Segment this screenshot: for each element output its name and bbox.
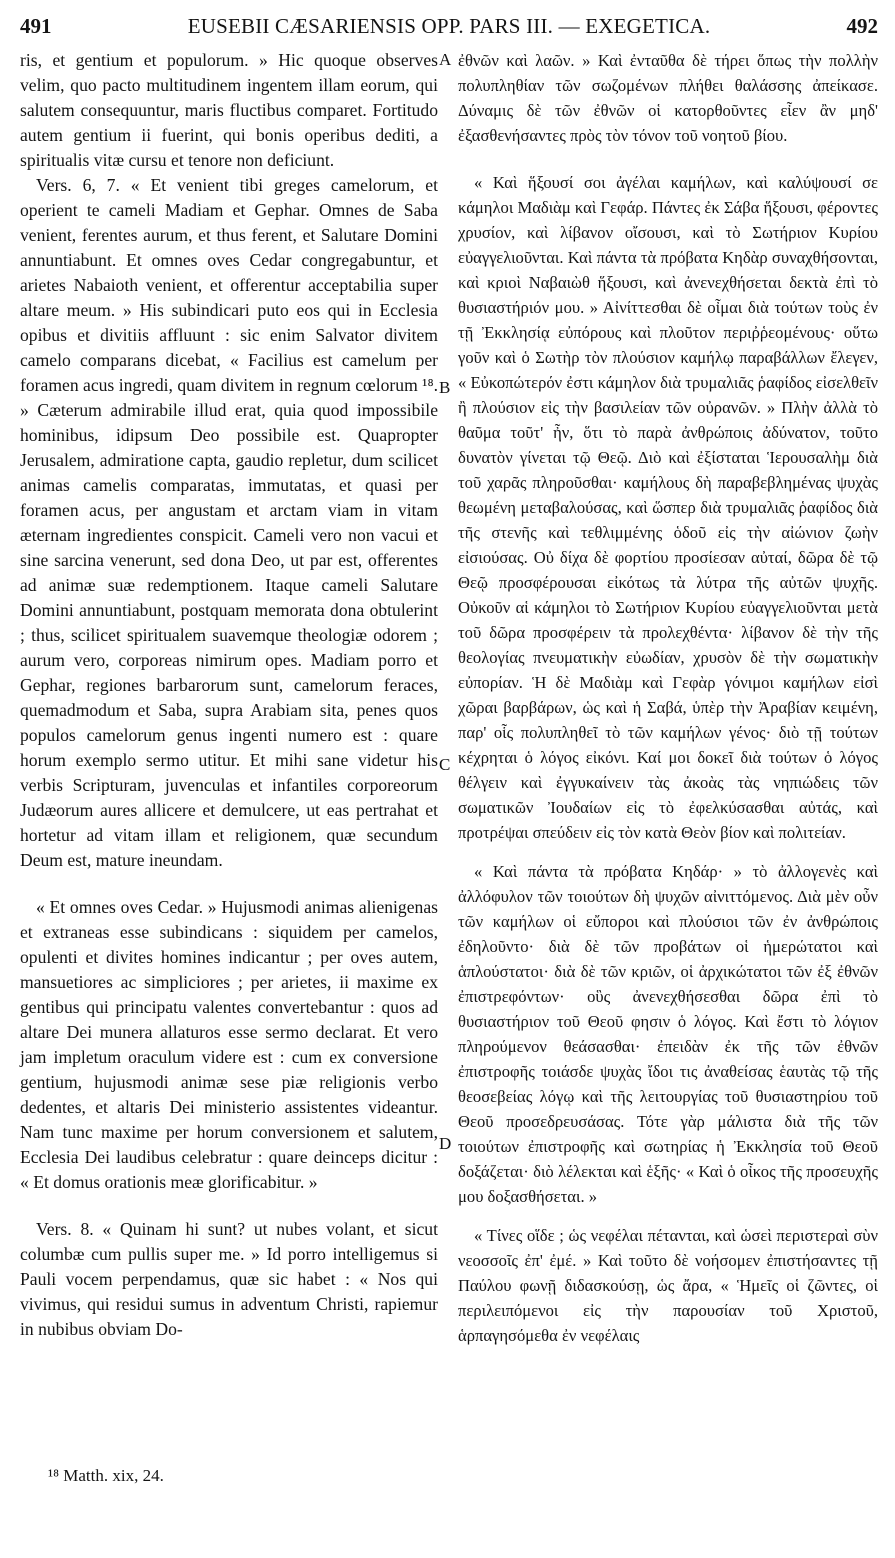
latin-paragraph-4: Vers. 8. « Quinam hi sunt? ut nubes volant, et sicut columbæ cum pullis super me. » Id porro intelligemus si Pauli vocem perpendamus, quæ sic habet : « Nos qui vivimus, qui residui sumus in adventum Christi, rapiemur in nubibus obviam Do- bbox=[20, 1219, 438, 1339]
footnote: ¹⁸ Matth. xix, 24. bbox=[48, 1466, 164, 1485]
page-number-left: 491 bbox=[20, 14, 52, 38]
running-title: EUSEBII CÆSARIENSIS OPP. PARS III. — EXEGETICA. bbox=[187, 14, 711, 38]
greek-column bbox=[458, 48, 878, 1348]
latin-paragraph-2: Vers. 6, 7. « Et venient tibi greges camelorum, et operient te cameli Madiam et Gephar. Omnes de Saba venient, ferentes aurum, et thus ferent, et Salutare Domini annuntiabunt. Et omnes oves Cedar congregabuntur, et arietes Nabaioth venient, et offerentur acceptabilia super altare meum. » His subindicari puto eos qui in Ecclesia opibus et divitiis affluunt : sic enim Salvator divitem camelo comparans dicebat, « Facilius est camelum per foramen acus ingredi, quam divitem in regnum cœlorum ¹⁸. » Cæterum admirabile illud erat, quia quod impossibile hominibus, idipsum Deo possibile est. Quapropter Jerusalem, admiratione capta, gaudio repletur, dum scilicet animas camelis comparatas, immutatas, et quasi per foramen acus, per angustam et arctam viam in vitam æternam ingredientes conspicit. Cameli vero non vacui et sine sarcina venerunt, sed dona Deo, ut par est, offerentes ad animæ suæ redemptionem. Itaque cameli Salutare Domini annuntiabunt, postquam memorata dona obtulerint ; thus, scilicet spiritualem suavemque theologiæ odorem ; aurum vero, corporeas nimirum opes. Madiam porro et Gephar, regiones barbarorum sunt, camelorum feraces, quemadmodum et Saba, supra Arabiam sita, penes quos populos camelorum genus ingenti numero est : quare horum exemplo sermo utitur. Et mihi sane videtur his verbis Scripturam, juvenculas et infantiles corporeorum Judæorum aures allicere et demulcere, ut eas pertrahat et hortetur ad vitam illam et religionem, quæ secundum Deum est, mature ineundam. bbox=[20, 175, 438, 870]
margin-letter-a: A bbox=[439, 50, 452, 69]
latin-column bbox=[20, 48, 438, 1342]
greek-paragraph-3: « Καὶ πάντα τὰ πρόβατα Κηδάρ· » τὸ ἀλλογενὲς καὶ ἀλλόφυλον τῶν τοιούτων δὴ ψυχῶν αἰνιττόμενος. Διὰ μὲν οὖν τῶν καμήλων οἱ εὔποροι καὶ πλούσιοι τῶν ἐν ἀνθρώποις ἐδηλοῦντο· διὰ δὲ τῶν προβάτων οἱ ἡμερώτατοι καὶ ἁπλούστατοι· διὰ δὲ τῶν κριῶν, οἱ ἀρχικώτατοι τῶν ἐξ ἐθνῶν ἐπιστρεφόντων· οὓς ἀνενεχθήσεσθαι δῶρα ἐπὶ τὸ θυσιαστήριον τοῦ Θεοῦ φησιν ὁ λόγος. Καὶ ἔστι τὸ λόγιον πληρούμενον θεάσασθαι· ἐπειδὰν ἐκ τῆς τῶν ἐθνῶν ἐπιστροφῆς τοιάσδε ψυχὰς ἴδοι τις ἀναθείσας ἑαυτὰς τῷ τῆς θεοσεβείας λόγῳ καὶ τῆς λειτουργίας τοῦ θυσιαστηρίου τοῦ Θεοῦ προσεδρευσάσας. Τότε γὰρ μάλιστα διὰ τῆς τῶν τοιούτων ἐπιστροφῆς καὶ σωτηρίας ἡ Ἐκκλησία τοῦ Θεοῦ δοξάζεται· διὸ λέλεκται καὶ ἑξῆς· « Καὶ ὁ οἶκος τῆς προσευχῆς μου δοξασθήσεται. » bbox=[458, 862, 878, 1206]
latin-paragraph-1: ris, et gentium et populorum. » Hic quoque observes velim, quo pacto multitudinem ingentem illam eorum, qui salutem consequuntur, maris fluctibus comparet. Fortitudo autem gentium ii fuerint, qui bonis operibus dediti, a spiritualis vitæ cursu et tenore non deficiunt. bbox=[20, 50, 438, 170]
greek-paragraph-2: « Καὶ ἥξουσί σοι ἀγέλαι καμήλων, καὶ καλύψουσί σε κάμηλοι Μαδιὰμ καὶ Γεφάρ. Πάντες ἐκ Σάβα ἥξουσι, φέροντες χρυσίον, καὶ λίβανον οἴσουσι, καὶ τὸ Σωτήριον Κυρίου εὐαγγελιοῦνται. Καὶ πάντα τὰ πρόβατα Κηδὰρ συναχθήσονται, καὶ κριοὶ Ναβαιὼθ ἥξουσι, καὶ ἀνενεχθήσεται δεκτὰ ἐπὶ τὸ θυσιαστήριόν μου. » Αἰνίττεσθαι δὲ οἶμαι διὰ τούτων τοὺς ἐν τῇ Ἐκκλησίᾳ εὐπόρους καὶ πλοῦτον περιῤῥεομένους· οὕτω γοῦν καὶ ὁ Σωτὴρ τὸν πλούσιον καμήλῳ παραβάλλων ἔλεγεν, « Εὐκοπώτερόν ἐστι κάμηλον διὰ τρυμαλιᾶς ῥαφίδος εἰσελθεῖν ἢ πλούσιον εἰς τὴν βασιλείαν τῶν οὐρανῶν. » Πλὴν ἀλλὰ τὸ θαῦμα τοῦτ' ἦν, ὅτι τὸ παρὰ ἀνθρώποις ἀδύνατον, τοῦτο δυνατὸν γίνεται τῷ Θεῷ. Διὸ καὶ ἐξίσταται Ἱερουσαλὴμ διὰ τοῦ χαρᾶς πληροῦσθαι· καμήλους δὴ παραβεβλημένας ψυχὰς θεωμένη μεταβαλούσας, καὶ ὥσπερ διὰ τρυμαλιᾶς ῥαφίδος διὰ τῆς στενῆς καὶ τεθλιμμένης ὁδοῦ εἰς τὴν αἰώνιον ζωὴν εἰσιούσας. Οὐ δίχα δὲ φορτίου προσίεσαν αὐταί, δῶρα δὲ τῷ Θεῷ προσφέρουσαι εἰκότως τὰ λύτρα τῆς αὐτῶν ψυχῆς. Οὐκοῦν αἱ κάμηλοι τὸ Σωτήριον Κυρίου εὐαγγελιοῦνται μετὰ τοῦ δῶρα προσφέρειν τὰ προλεχθέντα· λίβανον δὲ τὴν τῆς θεολογίας πνευματικὴν εὐωδίαν, χρυσὸν δὲ τὴν σωματικὴν εὐπορίαν. Ἡ δὲ Μαδιὰμ καὶ Γεφὰρ γόνιμοι καμήλων εἰσὶ χῶραι βαρβάρων, ὡς καὶ ἡ Σαβά, ὑπὲρ τὴν Ἀραβίαν κειμένη, παρ' οἷς πολυπληθεῖ τὸ τῶν καμήλων γένος· διὸ τῇ τούτων κέχρηται ὁ λόγος εἰκόνι. Καί μοι δοκεῖ διὰ τούτων ὁ λόγος θέλγειν καὶ ἐγγυκαίνειν τὰς ἀκοὰς τὰς νηπιώδεις τῶν σωματικῶν Ἰουδαίων εἰς τὸ ἐφελκύσασθαι αὐτάς, καὶ προτρέψαι σπεύδειν εἰς τὸν κατὰ Θεὸν βίον καὶ πολιτείαν. bbox=[458, 173, 879, 842]
latin-paragraph-3: « Et omnes oves Cedar. » Hujusmodi animas alienigenas et extraneas esse subindicans : siquidem per camelos, opulenti et divites homines indicantur ; per oves autem, mansuetiores ac simpliciores ; per arietes, ii maxime ex gentibus qui principatu valentes convertebantur : quos ad altare Dei munera allaturos esse sermo declarat. Et vero jam impletum oraculum videre est : cum ex conversione gentium, hujusmodi animæ sese piæ religionis verbo dedentes, et altaris Dei ministerio assistentes videantur. Nam tunc maxime per horum conversionem et salutem, Ecclesia Dei laudibus celebratur : quare deinceps dicitur : « Et domus orationis meæ glorificabitur. » bbox=[20, 897, 438, 1192]
running-header bbox=[20, 14, 878, 48]
page-number-right: 492 bbox=[846, 14, 878, 38]
margin-letter-c: C bbox=[439, 755, 451, 774]
margin-letter-d: D bbox=[439, 1134, 452, 1153]
greek-paragraph-4: « Τίνες οἵδε ; ὡς νεφέλαι πέτανται, καὶ ὡσεὶ περιστεραὶ σὺν νεοσσοῖς ἐπ' ἐμέ. » Καὶ τοῦτο δὲ νοήσομεν ἐπιστήσαντες τῇ Παύλου φωνῇ διδασκούσῃ, ὡς ἄρα, « Ἡμεῖς οἱ ζῶντες, οἱ περιλειπόμενοι εἰς τὴν παρουσίαν τοῦ Χριστοῦ, ἁρπαγησόμεθα ἐν νεφέλαις bbox=[458, 1226, 878, 1345]
margin-letter-b: B bbox=[439, 378, 451, 397]
greek-paragraph-1: ἐθνῶν καὶ λαῶν. » Καὶ ἐνταῦθα δὲ τήρει ὅπως τὴν πολλὴν πολυπληθίαν τῶν σωζομένων πλήθει θαλάσσης ἀπείκασε. Δύναμις δὲ τῶν ἐθνῶν οἱ κατορθοῦντες εἶεν ἂν μηδ' ἐξασθενήσαντες πρὸς τὸν τόνον τοῦ νοητοῦ βίου. bbox=[458, 51, 878, 145]
